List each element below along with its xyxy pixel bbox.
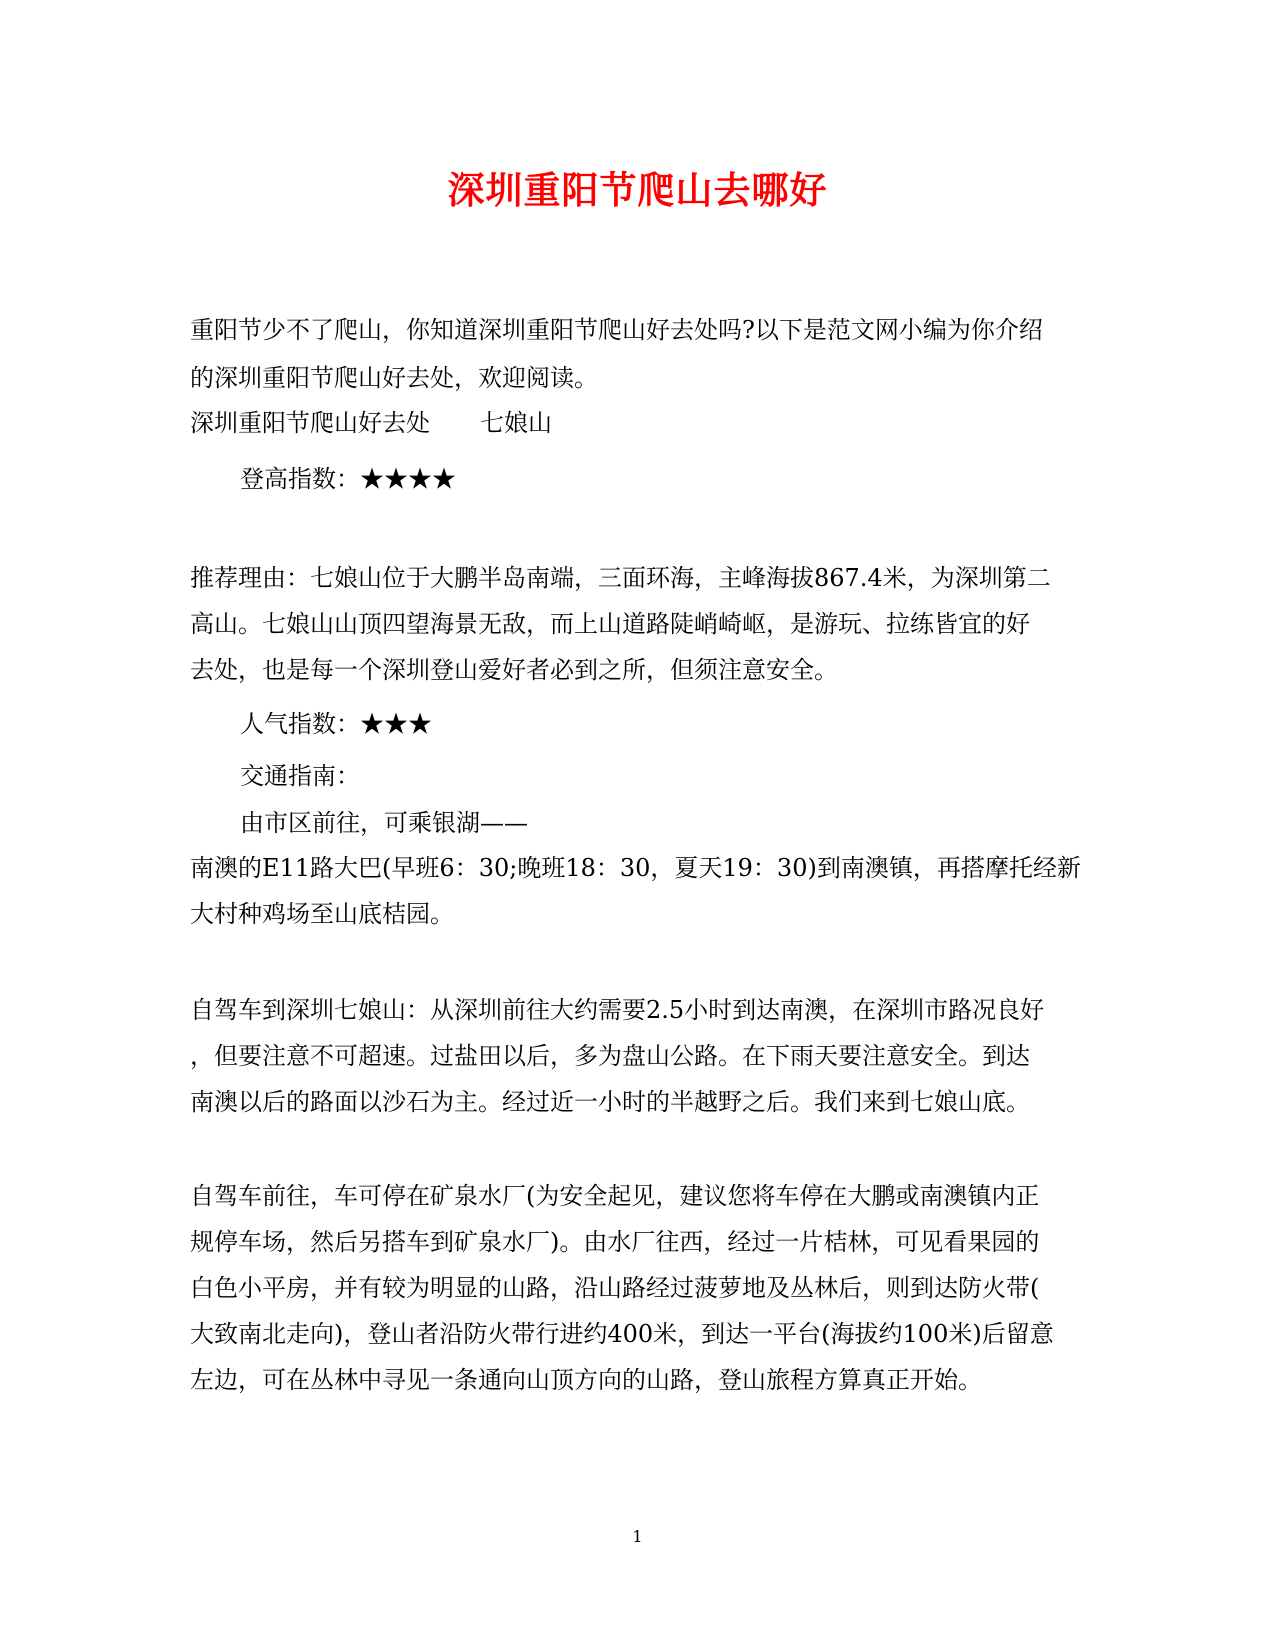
page-number: 1 [632, 1527, 643, 1546]
paragraph-line: 去处，也是每一个深圳登山爱好者必到之所，但须注意安全。 [190, 656, 838, 684]
paragraph-line: 自驾车到深圳七娘山：从深圳前往大约需要2.5小时到达南澳，在深圳市路况良好 [190, 996, 1045, 1024]
paragraph-line: 的深圳重阳节爬山好去处，欢迎阅读。 [190, 364, 598, 392]
popularity-index: 人气指数：★★★ [240, 710, 432, 738]
paragraph-line: 左边，可在丛林中寻见一条通向山顶方向的山路，登山旅程方算真正开始。 [190, 1366, 982, 1394]
paragraph-line: 南澳的E11路大巴(早班6：30;晚班18：30，夏天19：30)到南澳镇，再搭摩托经新 [190, 854, 1081, 882]
traffic-guide-heading: 交通指南： [240, 762, 360, 790]
paragraph-line: ，但要注意不可超速。过盐田以后，多为盘山公路。在下雨天要注意安全。到达 [190, 1042, 1030, 1070]
subheading-text: 深圳重阳节爬山好去处 [190, 409, 430, 437]
subheading-line [190, 407, 552, 439]
paragraph-line: 自驾车前往，车可停在矿泉水厂(为安全起见，建议您将车停在大鹏或南澳镇内正 [190, 1182, 1040, 1210]
climbing-index: 登高指数：★★★★ [240, 465, 456, 493]
paragraph-line: 南澳以后的路面以沙石为主。经过近一小时的半越野之后。我们来到七娘山底。 [190, 1088, 1030, 1116]
paragraph-line: 白色小平房，并有较为明显的山路，沿山路经过菠萝地及丛林后，则到达防火带( [190, 1274, 1040, 1302]
document-title: 深圳重阳节爬山去哪好 [447, 168, 828, 212]
paragraph-line: 推荐理由：七娘山位于大鹏半岛南端，三面环海，主峰海拔867.4米，为深圳第二 [190, 564, 1051, 592]
paragraph-line: 大村种鸡场至山底桔园。 [190, 900, 454, 928]
paragraph-line: 规停车场，然后另搭车到矿泉水厂)。由水厂往西，经过一片桔林，可见看果园的 [190, 1228, 1040, 1256]
mountain-name: 七娘山 [480, 409, 552, 437]
paragraph-line: 由市区前往，可乘银湖—— [240, 809, 528, 837]
paragraph-line: 大致南北走向)，登山者沿防火带行进约400米，到达一平台(海拔约100米)后留意 [190, 1320, 1054, 1348]
paragraph-line: 高山。七娘山山顶四望海景无敌，而上山道路陡峭崎岖，是游玩、拉练皆宜的好 [190, 610, 1030, 638]
paragraph-line: 重阳节少不了爬山，你知道深圳重阳节爬山好去处吗?以下是范文网小编为你介绍 [190, 316, 1043, 344]
